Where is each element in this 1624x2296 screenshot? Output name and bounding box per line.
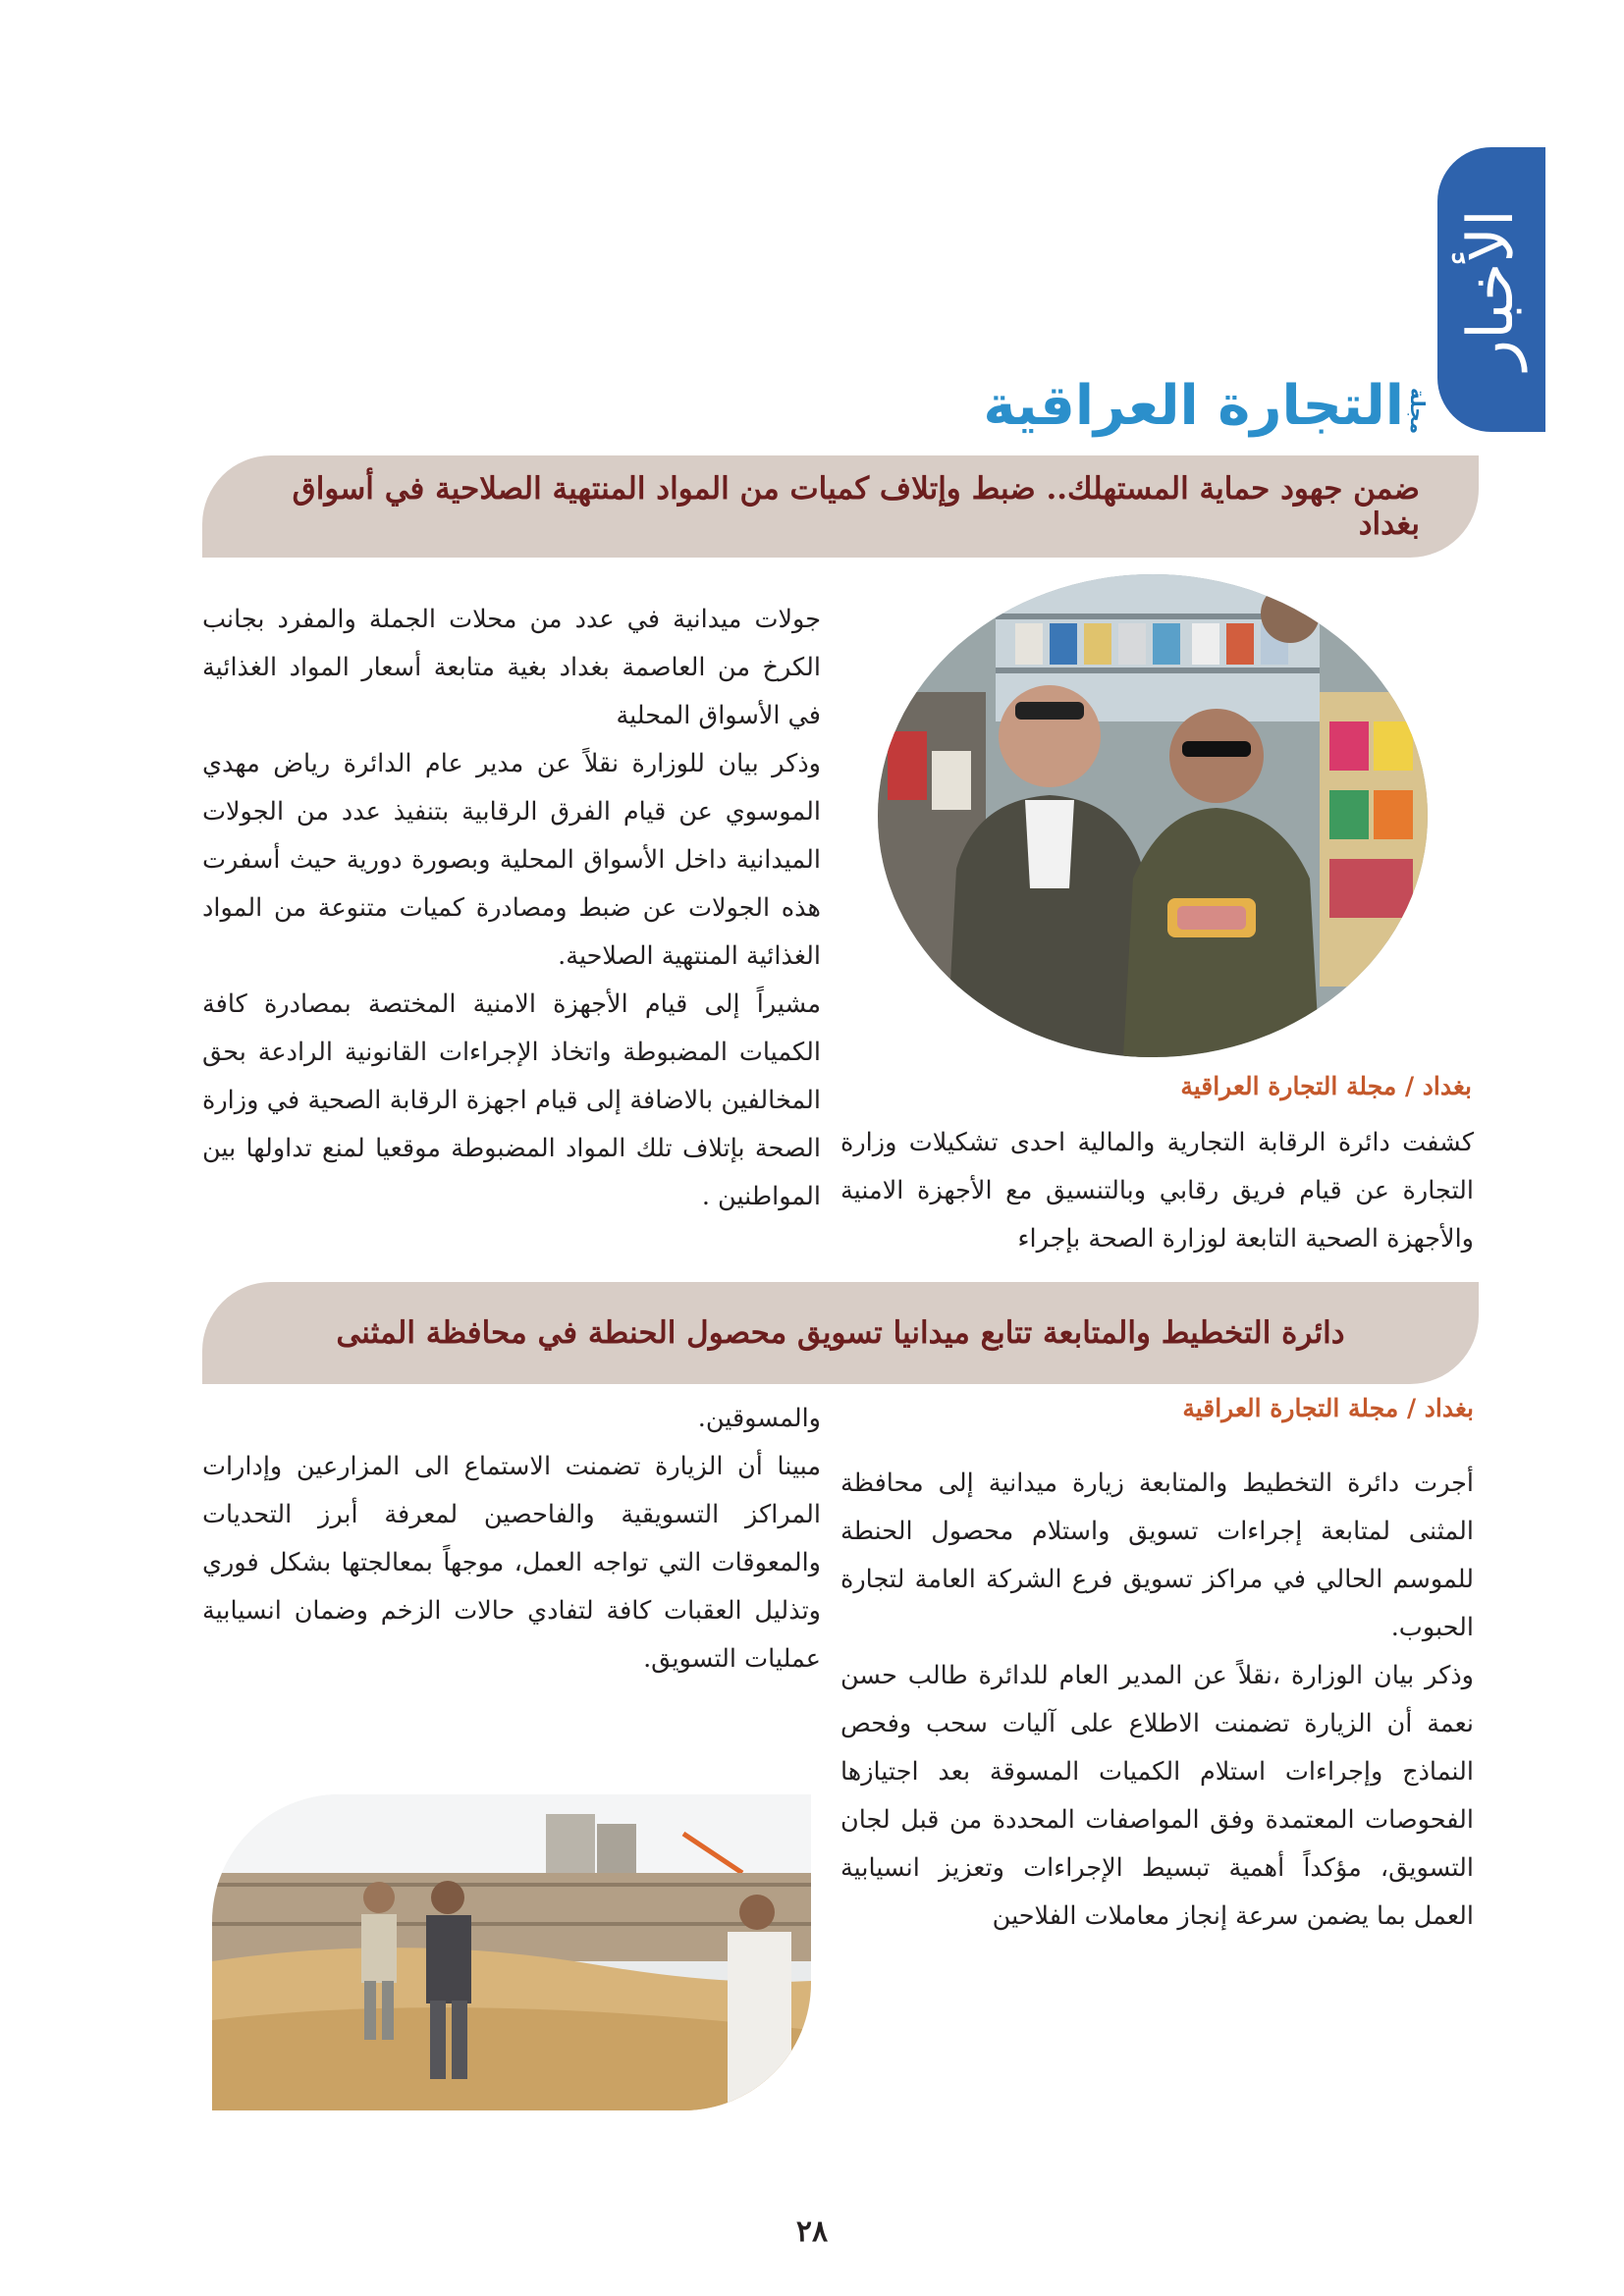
- logo-title: التجارة العراقية: [983, 374, 1404, 438]
- article-2-byline: بغداد / مجلة التجارة العراقية: [1182, 1394, 1474, 1422]
- article-1-photo: [878, 574, 1428, 1057]
- article-1-right-column: [840, 1119, 1474, 1263]
- article-1-headline: ضمن جهود حماية المستهلك.. ضبط وإتلاف كميات من المواد المنتهية الصلاحية في أسواق بغداد: [292, 471, 1420, 542]
- article-2-right-column: [840, 1460, 1474, 1941]
- shop-inspection-image: [878, 574, 1428, 1057]
- section-tab: [1437, 147, 1545, 432]
- article-2-paragraph: مبينا أن الزيارة تضمنت الاستماع الى المزارعين وإدارات المراكز التسويقية والفاحصين لمعرفة أبرز التحديات والمعوقات التي تواجه العمل، موجهاً بمعالجتها بشكل فوري وتذليل العقبات كافة لتفادي حالات الزخم وضمان انسيابية عمليات التسويق.: [202, 1452, 821, 1674]
- article-1-paragraph: وذكر بيان للوزارة نقلاً عن مدير عام الدائرة رياض مهدي الموسوي عن قيام الفرق الرقابية بتنفيذ عدد من الجولات الميدانية داخل الأسواق المحلية وبصورة دورية حيث أسفرت هذه الجولات عن ضبط ومصادرة كميات متنوعة من المواد الغذائية المنتهية الصلاحية.: [202, 749, 821, 971]
- page-number: ٢٨: [795, 2215, 829, 2249]
- article-1-headline-bar: [202, 455, 1479, 558]
- article-1-paragraph: جولات ميدانية في عدد من محلات الجملة والمفرد بجانب الكرخ من العاصمة بغداد بغية متابعة أسعار المواد الغذائية في الأسواق المحلية: [202, 605, 821, 730]
- article-2-paragraph: أجرت دائرة التخطيط والمتابعة زيارة ميدانية إلى محافظة المثنى لمتابعة إجراءات تسويق واستلام محصول الحنطة للموسم الحالي في مراكز تسويق فرع الشركة العامة لتجارة الحبوب.: [840, 1468, 1474, 1642]
- article-1-left-column: [202, 596, 821, 1221]
- magazine-logo: [983, 365, 1430, 438]
- article-2-left-column: [202, 1395, 821, 1683]
- article-1-paragraph: مشيراً إلى قيام الأجهزة الامنية المختصة بمصادرة كافة الكميات المضبوطة واتخاذ الإجراءات القانونية الرادعة بحق المخالفين بالاضافة إلى قيام اجهزة الرقابة الصحية في وزارة الصحة بإتلاف تلك المواد المضبوطة موقعيا لمنع تداولها بين المواطنين .: [202, 989, 821, 1211]
- wheat-silo-image: [212, 1794, 811, 2110]
- article-1-right-text: كشفت دائرة الرقابة التجارية والمالية احدى تشكيلات وزارة التجارة عن قيام فريق رقابي وبالتنسيق مع الأجهزة الامنية والأجهزة الصحية التابعة لوزارة الصحة بإجراء: [840, 1128, 1474, 1254]
- section-tab-label: الأخبار: [1455, 209, 1528, 370]
- article-2-headline-bar: [202, 1282, 1479, 1384]
- article-2-paragraph: والمسوقين.: [697, 1404, 821, 1433]
- article-2-headline: دائرة التخطيط والمتابعة تتابع ميدانيا تسويق محصول الحنطة في محافظة المثنى: [336, 1315, 1345, 1351]
- logo-small-text: مجلة: [1406, 387, 1430, 434]
- article-1-byline: بغداد / مجلة التجارة العراقية: [1180, 1072, 1472, 1100]
- article-2-paragraph: وذكر بيان الوزارة ،نقلاً عن المدير العام للدائرة طالب حسن نعمة أن الزيارة تضمنت الاطلاع على آليات سحب وفحص النماذج وإجراءات استلام الكميات المسوقة بعد اجتيازها الفحوصات المعتمدة وفق المواصفات المحددة من قبل لجان التسويق، مؤكداً أهمية تبسيط الإجراءات وتعزيز انسيابية العمل بما يضمن سرعة إنجاز معاملات الفلاحين: [840, 1661, 1474, 1931]
- article-2-photo: [212, 1794, 811, 2110]
